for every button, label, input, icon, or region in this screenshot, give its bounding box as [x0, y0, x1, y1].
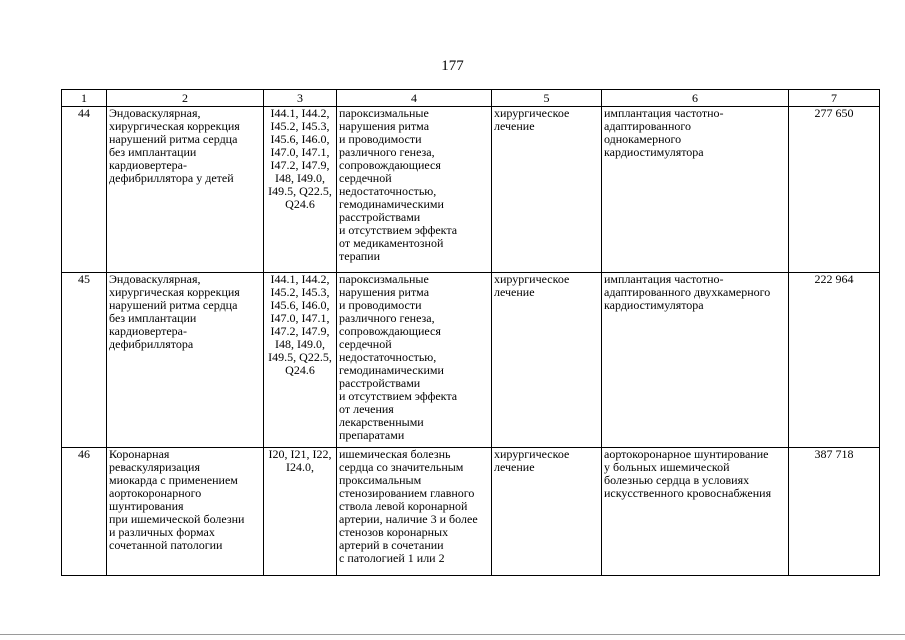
icd-codes: I44.1, I44.2, I45.2, I45.3, I45.6, I46.0, I47.0, I47.1, I47.2, I47.9, I48, I49.0, I49.5, Q22.5, Q24.6: [268, 106, 332, 211]
table-row: [62, 273, 880, 448]
column-header: 6: [602, 90, 789, 107]
diagnosis-cell: [337, 448, 492, 576]
table-row: [62, 107, 880, 273]
cost-cell: 277 650: [789, 107, 880, 273]
treatment-method: имплантация частотно- адаптированного двухкамерного кардиостимулятора: [604, 272, 771, 312]
page-bottom-divider: [0, 634, 905, 635]
column-header: 1: [62, 90, 107, 107]
treatment-method: аортокоронарное шунтирование у больных ишемической болезнью сердца в условиях искусственного кровоснабжения: [604, 447, 772, 500]
diagnosis-cell: [337, 273, 492, 448]
service-name-cell: [107, 107, 264, 273]
row-number: 45: [62, 273, 107, 448]
service-name: Эндоваскулярная, хирургическая коррекция нарушений ритма сердца без имплантации кардиовертера- дефибриллятора: [109, 272, 240, 351]
service-name: Коронарная реваскуляризация миокарда с применением аортокоронарного шунтирования при ишемической болезни и различных формах сочетанной патологии: [109, 447, 245, 552]
column-header: 7: [789, 90, 880, 107]
column-header: 3: [264, 90, 337, 107]
row-number: 46: [62, 448, 107, 576]
table-row: [62, 448, 880, 576]
icd-codes: I20, I21, I22, I24.0,: [268, 447, 332, 474]
cost-cell: 222 964: [789, 273, 880, 448]
treatment-method-cell: [602, 448, 789, 576]
service-name: Эндоваскулярная, хирургическая коррекция нарушений ритма сердца без имплантации кардиовертера- дефибриллятора у детей: [109, 106, 240, 185]
service-name-cell: [107, 273, 264, 448]
icd-codes-cell: [264, 273, 337, 448]
medical-services-table: [61, 89, 880, 576]
row-number: 44: [62, 107, 107, 273]
table-header-row: [62, 90, 880, 107]
page-number: 177: [441, 58, 464, 74]
column-header: 2: [107, 90, 264, 107]
diagnosis-cell: [337, 107, 492, 273]
treatment-type: хирургическое лечение: [494, 106, 570, 133]
icd-codes: I44.1, I44.2, I45.2, I45.3, I45.6, I46.0, I47.0, I47.1, I47.2, I47.9, I48, I49.0, I49.5, Q22.5, Q24.6: [268, 272, 332, 377]
column-header: 5: [492, 90, 602, 107]
column-header: 4: [337, 90, 492, 107]
service-name-cell: [107, 448, 264, 576]
treatment-type-cell: [492, 273, 602, 448]
cost-cell: 387 718: [789, 448, 880, 576]
diagnosis: пароксизмальные нарушения ритма и проводимости различного генеза, сопровождающиеся сердечной недостаточностью, гемодинамическими расстройствами и отсутствием эффекта от лечения лекарственными препаратами: [339, 272, 458, 442]
treatment-method-cell: [602, 107, 789, 273]
treatment-type-cell: [492, 448, 602, 576]
diagnosis: пароксизмальные нарушения ритма и проводимости различного генеза, сопровождающиеся сердечной недостаточностью, гемодинамическими расстройствами и отсутствием эффекта от медикаментозной терапии: [339, 106, 458, 263]
treatment-type-cell: [492, 107, 602, 273]
diagnosis: ишемическая болезнь сердца со значительным проксимальным стенозированием главного ствола левой коронарной артерии, наличие 3 и более стенозов коронарных артерий в сочетании с патологией 1 или 2: [339, 447, 478, 565]
treatment-method: имплантация частотно- адаптированного однокамерного кардиостимулятора: [604, 106, 724, 159]
treatment-type: хирургическое лечение: [494, 272, 570, 299]
treatment-method-cell: [602, 273, 789, 448]
icd-codes-cell: [264, 448, 337, 576]
treatment-type: хирургическое лечение: [494, 447, 570, 474]
icd-codes-cell: [264, 107, 337, 273]
